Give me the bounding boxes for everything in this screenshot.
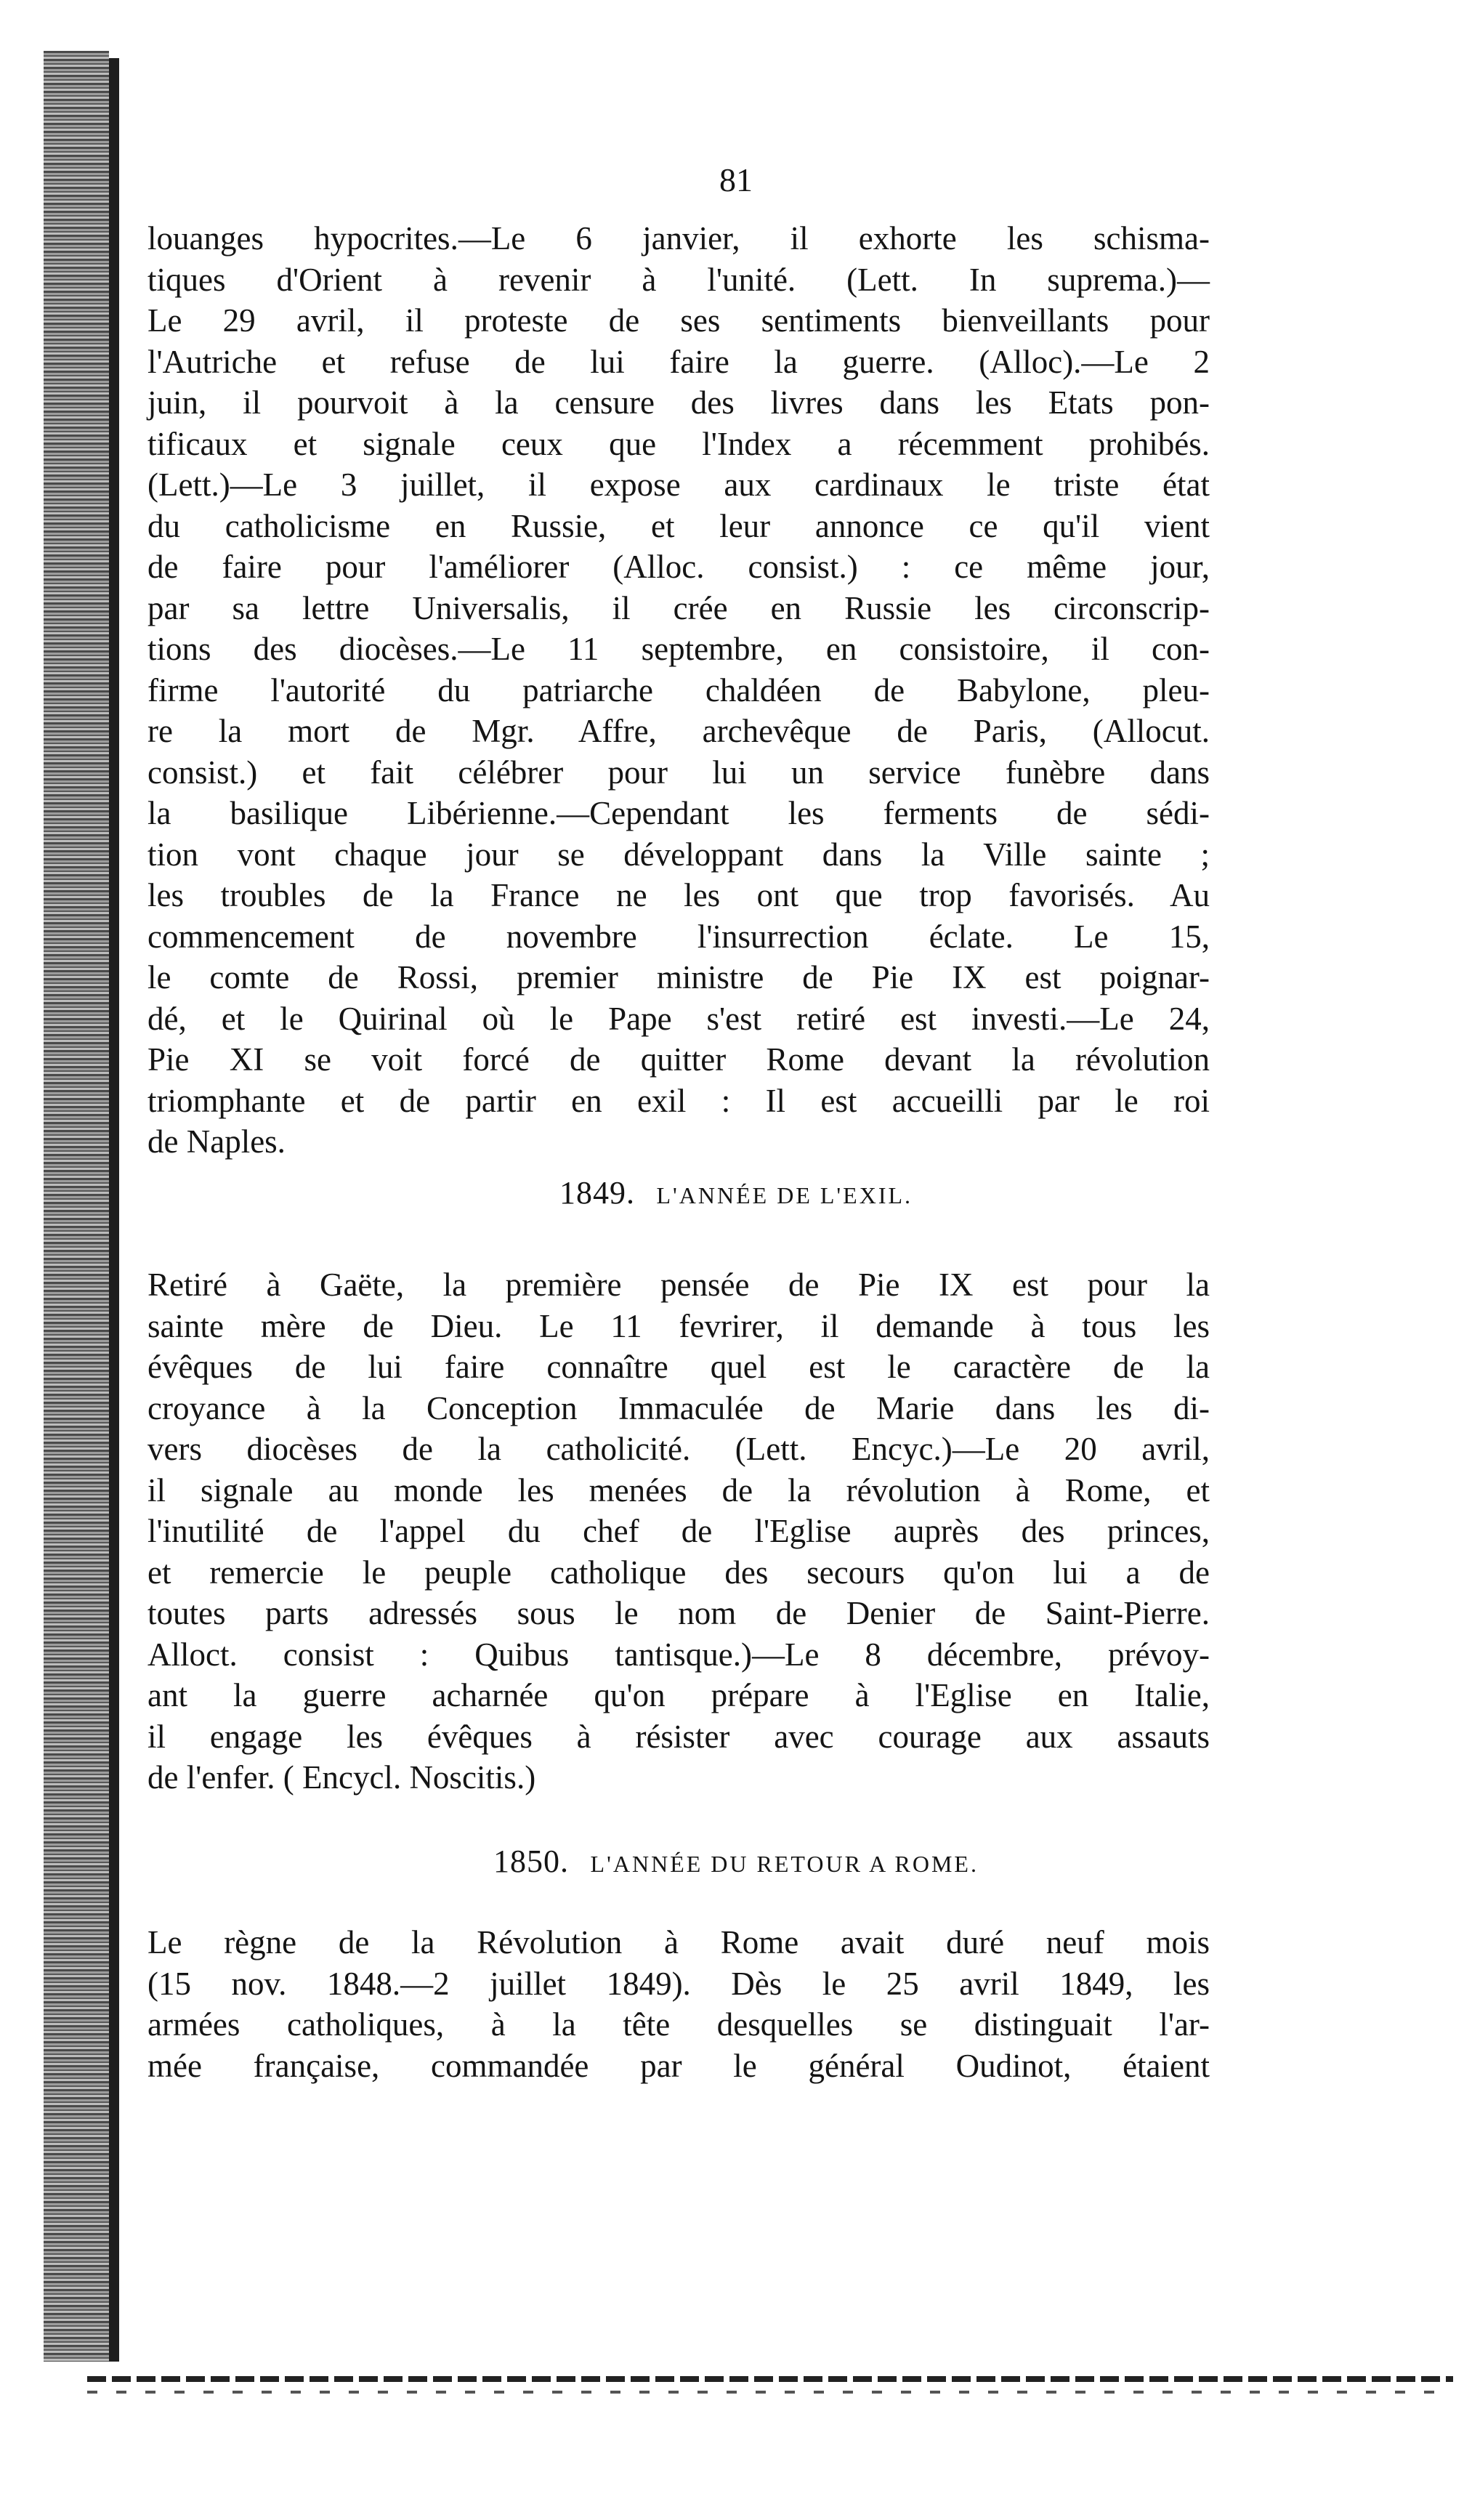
text-line: Le 29 avril, il proteste de ses sentiments bienveillants pour bbox=[147, 302, 1210, 339]
heading-title: L'ANNÉE DE L'EXIL. bbox=[656, 1182, 913, 1208]
text-line: re la mort de Mgr. Affre, archevêque de Paris, (Allocut. bbox=[147, 713, 1210, 749]
text-line: il signale au monde les menées de la révolution à Rome, et bbox=[147, 1471, 1210, 1509]
text-line: toutes parts adressés sous le nom de Denier de Saint-Pierre. bbox=[147, 1595, 1210, 1631]
section-heading-1850 bbox=[0, 1843, 1472, 1882]
text-line: ant la guerre acharnée qu'on prépare à l'Eglise en Italie, bbox=[147, 1677, 1210, 1713]
heading-year: 1849. bbox=[559, 1175, 635, 1211]
text-line: (Lett.)—Le 3 juillet, il expose aux cardinaux le triste état bbox=[147, 467, 1210, 503]
text-line: (15 nov. 1848.—2 juillet 1849). Dès le 25 avril 1849, les bbox=[147, 1965, 1210, 2002]
heading-title: L'ANNÉE DU RETOUR A ROME. bbox=[590, 1851, 979, 1877]
text-line: par sa lettre Universalis, il crée en Russie les circonscrip- bbox=[147, 589, 1210, 626]
text-line: dé, et le Quirinal où le Pape s'est retiré est investi.—Le 24, bbox=[147, 1000, 1210, 1037]
text-line: croyance à la Conception Immaculée de Marie dans les di- bbox=[147, 1389, 1210, 1426]
page-bottom-shadow bbox=[87, 2391, 1453, 2394]
text-line: et remercie le peuple catholique des secours qu'on lui a de bbox=[147, 1554, 1210, 1591]
text-line: tificaux et signale ceux que l'Index a récemment prohibés. bbox=[147, 425, 1210, 462]
text-line: mée française, commandée par le général Oudinot, étaient bbox=[147, 2047, 1210, 2084]
paragraph-1850 bbox=[147, 1922, 1210, 2086]
paragraph-1848-continuation bbox=[147, 218, 1210, 1163]
section-heading-1849 bbox=[0, 1175, 1472, 1213]
text-line: vers diocèses de la catholicité. (Lett. Encyc.)—Le 20 avril, bbox=[147, 1431, 1210, 1467]
paragraph-1849 bbox=[147, 1264, 1210, 1798]
text-line: de faire pour l'améliorer (Alloc. consist.) : ce même jour, bbox=[147, 549, 1210, 585]
heading-year: 1850. bbox=[493, 1843, 570, 1879]
text-line: triomphante et de partir en exil : Il est accueilli par le roi bbox=[147, 1082, 1210, 1119]
text-line: firme l'autorité du patriarche chaldéen de Babylone, pleu- bbox=[147, 671, 1210, 708]
text-line: Le règne de la Révolution à Rome avait duré neuf mois bbox=[147, 1924, 1210, 1960]
text-line: de Naples. bbox=[147, 1123, 286, 1160]
text-line: tion vont chaque jour se développant dans la Ville sainte ; bbox=[147, 836, 1210, 873]
text-line: louanges hypocrites.—Le 6 janvier, il exhorte les schisma- bbox=[147, 220, 1210, 257]
text-line: armées catholiques, à la tête desquelles se distinguait l'ar- bbox=[147, 2006, 1210, 2043]
text-line: Retiré à Gaëte, la première pensée de Pie IX est pour la bbox=[147, 1267, 1210, 1303]
text-line: l'inutilité de l'appel du chef de l'Eglise auprès des princes, bbox=[147, 1513, 1210, 1549]
text-line: consist.) et fait célébrer pour lui un service funèbre dans bbox=[147, 754, 1210, 791]
text-line: Pie XI se voit forcé de quitter Rome devant la révolution bbox=[147, 1041, 1210, 1078]
text-line: le comte de Rossi, premier ministre de Pie IX est poignar- bbox=[147, 959, 1210, 996]
text-line: il engage les évêques à résister avec courage aux assauts bbox=[147, 1718, 1210, 1755]
text-line: tiques d'Orient à revenir à l'unité. (Lett. In suprema.)— bbox=[147, 261, 1210, 298]
text-line: du catholicisme en Russie, et leur annonce ce qu'il vient bbox=[147, 507, 1210, 544]
page-number: 81 bbox=[719, 161, 753, 198]
text-line: tions des diocèses.—Le 11 septembre, en consistoire, il con- bbox=[147, 631, 1210, 667]
text-line: Alloct. consist : Quibus tantisque.)—Le 8 décembre, prévoy- bbox=[147, 1636, 1210, 1673]
text-line: de l'enfer. ( Encycl. Noscitis.) bbox=[147, 1759, 536, 1796]
text-line: la basilique Libérienne.—Cependant les ferments de sédi- bbox=[147, 795, 1210, 831]
text-line: évêques de lui faire connaître quel est le caractère de la bbox=[147, 1349, 1210, 1385]
page-bottom-edge bbox=[87, 2376, 1453, 2382]
text-line: l'Autriche et refuse de lui faire la guerre. (Alloc).—Le 2 bbox=[147, 343, 1210, 380]
text-line: les troubles de la France ne les ont que trop favorisés. Au bbox=[147, 877, 1210, 913]
text-line: commencement de novembre l'insurrection éclate. Le 15, bbox=[147, 918, 1210, 955]
text-line: sainte mère de Dieu. Le 11 fevrirer, il demande à tous les bbox=[147, 1307, 1210, 1344]
text-line: juin, il pourvoit à la censure des livres dans les Etats pon- bbox=[147, 384, 1210, 421]
